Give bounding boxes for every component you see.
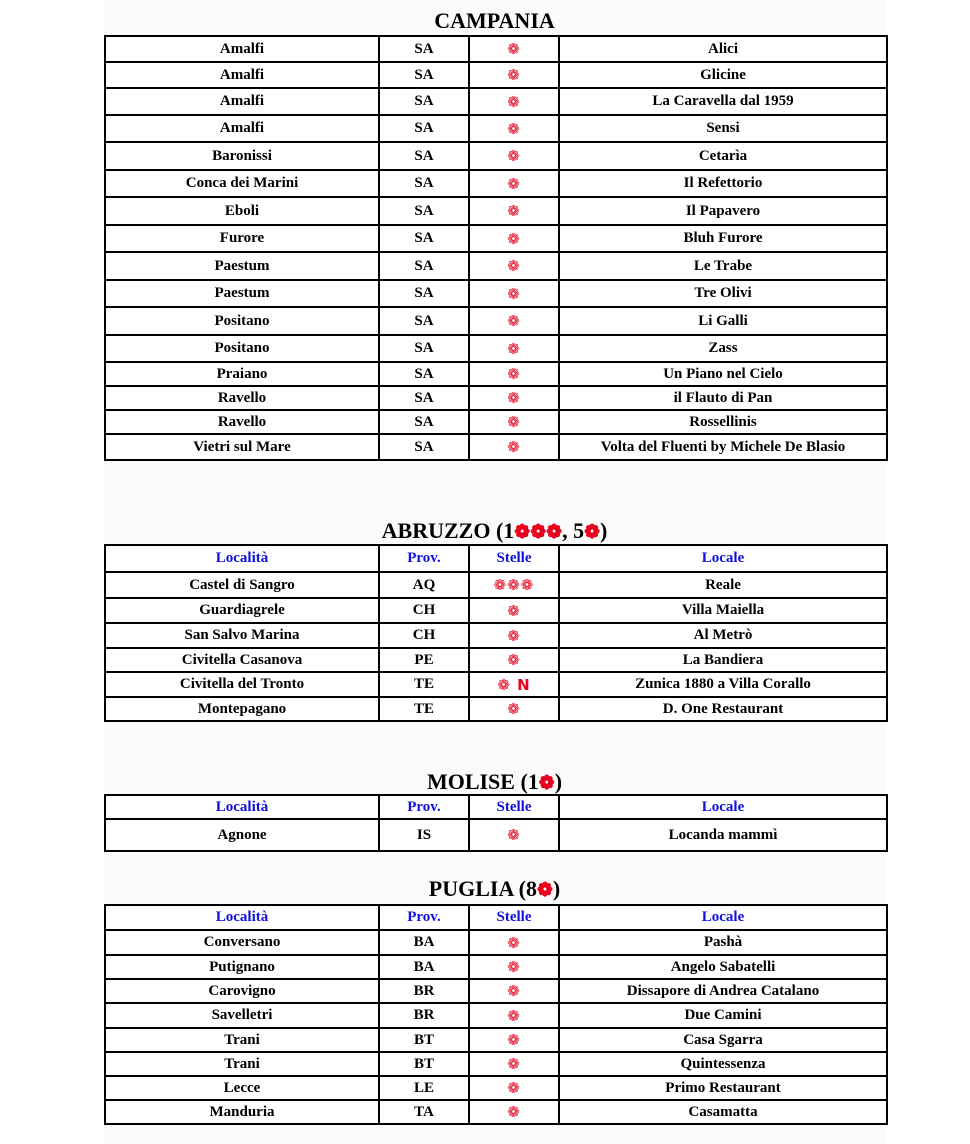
table-row: [105, 930, 887, 955]
cell-prov: TE: [379, 672, 469, 697]
column-header-stelle: Stelle: [469, 795, 559, 819]
cell-locale: Rossellinis: [559, 410, 887, 434]
michelin-star-icon: ❁: [469, 1100, 559, 1124]
michelin-star-icon: ❁: [469, 930, 559, 955]
table-puglia: [104, 904, 888, 1125]
cell-prov: SA: [379, 252, 469, 280]
three-star-icon: ❁❁❁: [514, 522, 563, 543]
cell-locale: Zass: [559, 335, 887, 362]
table-row: [105, 819, 887, 851]
cell-localita: Furore: [105, 225, 379, 252]
michelin-star-icon: ❁: [469, 434, 559, 460]
column-header-locale: Locale: [559, 905, 887, 930]
cell-prov: BR: [379, 979, 469, 1003]
cell-prov: SA: [379, 225, 469, 252]
cell-prov: SA: [379, 335, 469, 362]
cell-localita: Positano: [105, 307, 379, 335]
cell-localita: Trani: [105, 1052, 379, 1076]
puglia-title-prefix: PUGLIA (8: [428, 876, 537, 901]
section-title-abruzzo: [103, 517, 886, 547]
table-row: [105, 672, 887, 697]
column-header-prov: Prov.: [379, 545, 469, 572]
michelin-star-icon: ❁: [469, 410, 559, 434]
cell-prov: IS: [379, 819, 469, 851]
table-row: [105, 697, 887, 721]
cell-prov: SA: [379, 36, 469, 62]
table-row: [105, 170, 887, 197]
cell-locale: Angelo Sabatelli: [559, 955, 887, 979]
cell-localita: Guardiagrele: [105, 598, 379, 623]
cell-locale: Bluh Furore: [559, 225, 887, 252]
campania-title-text: CAMPANIA: [434, 8, 555, 33]
abruzzo-title-mid: , 5: [562, 518, 585, 543]
table-header-row: [105, 795, 887, 819]
cell-localita: Paestum: [105, 280, 379, 307]
cell-localita: Ravello: [105, 410, 379, 434]
section-title-campania: [103, 7, 886, 35]
table-row: [105, 362, 887, 386]
michelin-star-icon: ❁: [469, 1076, 559, 1100]
cell-localita: Carovigno: [105, 979, 379, 1003]
cell-localita: Amalfi: [105, 36, 379, 62]
cell-prov: SA: [379, 386, 469, 410]
table-header-row: [105, 545, 887, 572]
table-row: [105, 1076, 887, 1100]
star-icon: ❁: [536, 880, 553, 901]
table-row: [105, 623, 887, 648]
michelin-star-icon: ❁: [469, 955, 559, 979]
table-header-row: [105, 905, 887, 930]
cell-locale: Quintessenza: [559, 1052, 887, 1076]
cell-locale: Li Galli: [559, 307, 887, 335]
michelin-star-icon: ❁: [469, 598, 559, 623]
cell-localita: Savelletri: [105, 1003, 379, 1028]
cell-prov: SA: [379, 410, 469, 434]
cell-localita: Amalfi: [105, 115, 379, 142]
abruzzo-title-suffix: ): [599, 518, 608, 543]
cell-locale: Un Piano nel Cielo: [559, 362, 887, 386]
table-row: [105, 62, 887, 88]
cell-locale: La Bandiera: [559, 648, 887, 672]
cell-prov: SA: [379, 280, 469, 307]
cell-localita: Praiano: [105, 362, 379, 386]
cell-localita: Castel di Sangro: [105, 572, 379, 598]
table-row: [105, 252, 887, 280]
michelin-star-icon: ❁: [469, 623, 559, 648]
cell-locale: Villa Maiella: [559, 598, 887, 623]
michelin-star-icon: ❁: [469, 386, 559, 410]
table-campania: [104, 35, 888, 461]
table-row: [105, 36, 887, 62]
cell-prov: SA: [379, 62, 469, 88]
cell-locale: Il Papavero: [559, 197, 887, 225]
column-header-localita: Località: [105, 795, 379, 819]
table-row: [105, 197, 887, 225]
michelin-star-icon: ❁: [469, 335, 559, 362]
table-row: [105, 1052, 887, 1076]
cell-prov: AQ: [379, 572, 469, 598]
cell-localita: Ravello: [105, 386, 379, 410]
cell-prov: SA: [379, 88, 469, 115]
cell-prov: SA: [379, 307, 469, 335]
michelin-star-icon: ❁: [469, 697, 559, 721]
cell-localita: Conca dei Marini: [105, 170, 379, 197]
cell-locale: Casa Sgarra: [559, 1028, 887, 1052]
cell-localita: Positano: [105, 335, 379, 362]
cell-prov: LE: [379, 1076, 469, 1100]
table-row: [105, 648, 887, 672]
table-row: [105, 572, 887, 598]
cell-localita: Vietri sul Mare: [105, 434, 379, 460]
cell-localita: Amalfi: [105, 88, 379, 115]
table-row: [105, 142, 887, 170]
table-row: [105, 386, 887, 410]
section-title-puglia: [103, 875, 886, 905]
column-header-stelle: Stelle: [469, 905, 559, 930]
cell-prov: BT: [379, 1052, 469, 1076]
cell-locale: Reale: [559, 572, 887, 598]
cell-locale: Dissapore di Andrea Catalano: [559, 979, 887, 1003]
column-header-localita: Località: [105, 545, 379, 572]
table-row: [105, 307, 887, 335]
table-row: [105, 280, 887, 307]
cell-localita: Baronissi: [105, 142, 379, 170]
cell-localita: Civitella del Tronto: [105, 672, 379, 697]
cell-localita: Montepagano: [105, 697, 379, 721]
table-abruzzo: [104, 544, 888, 722]
table-row: [105, 88, 887, 115]
table-row: [105, 115, 887, 142]
cell-localita: Agnone: [105, 819, 379, 851]
cell-prov: SA: [379, 142, 469, 170]
michelin-star-icon: ❁: [469, 197, 559, 225]
cell-localita: Lecce: [105, 1076, 379, 1100]
michelin-star-icon: ❁: [469, 648, 559, 672]
michelin-star-icon: ❁: [469, 115, 559, 142]
cell-locale: Sensi: [559, 115, 887, 142]
column-header-locale: Locale: [559, 545, 887, 572]
michelin-star-icon: ❁: [469, 1003, 559, 1028]
michelin-star-icon: ❁: [469, 88, 559, 115]
cell-locale: La Caravella dal 1959: [559, 88, 887, 115]
table-row: [105, 1100, 887, 1124]
abruzzo-title-prefix: ABRUZZO (1: [381, 518, 515, 543]
star-icon: ❁: [538, 773, 555, 794]
table-row: [105, 598, 887, 623]
cell-locale: Il Refettorio: [559, 170, 887, 197]
cell-localita: Civitella Casanova: [105, 648, 379, 672]
michelin-star-icon: ❁: [469, 252, 559, 280]
table-row: [105, 225, 887, 252]
cell-locale: Glicine: [559, 62, 887, 88]
cell-prov: CH: [379, 623, 469, 648]
michelin-star-icon: ❁: [469, 1052, 559, 1076]
cell-locale: Tre Olivi: [559, 280, 887, 307]
molise-title-suffix: ): [554, 769, 563, 794]
table-molise: [104, 794, 888, 852]
molise-title-prefix: MOLISE (1: [426, 769, 539, 794]
cell-locale: Le Trabe: [559, 252, 887, 280]
cell-locale: Locanda mammì: [559, 819, 887, 851]
cell-prov: SA: [379, 170, 469, 197]
cell-locale: il Flauto di Pan: [559, 386, 887, 410]
cell-prov: SA: [379, 434, 469, 460]
cell-localita: San Salvo Marina: [105, 623, 379, 648]
cell-prov: BR: [379, 1003, 469, 1028]
michelin-star-icon: ❁: [469, 280, 559, 307]
cell-locale: Primo Restaurant: [559, 1076, 887, 1100]
cell-prov: TA: [379, 1100, 469, 1124]
michelin-star-icon: ❁ N: [469, 672, 559, 697]
michelin-star-icon: ❁: [469, 170, 559, 197]
table-row: [105, 410, 887, 434]
cell-locale: D. One Restaurant: [559, 697, 887, 721]
cell-locale: Alici: [559, 36, 887, 62]
michelin-star-icon: ❁: [469, 362, 559, 386]
table-row: [105, 955, 887, 979]
michelin-star-icon: ❁: [469, 979, 559, 1003]
michelin-star-icon: ❁: [469, 36, 559, 62]
cell-localita: Eboli: [105, 197, 379, 225]
cell-prov: SA: [379, 115, 469, 142]
cell-localita: Manduria: [105, 1100, 379, 1124]
cell-locale: Casamatta: [559, 1100, 887, 1124]
puglia-title-suffix: ): [552, 876, 561, 901]
michelin-star-icon: ❁: [469, 62, 559, 88]
cell-prov: BA: [379, 955, 469, 979]
cell-prov: TE: [379, 697, 469, 721]
table-row: [105, 1028, 887, 1052]
cell-localita: Amalfi: [105, 62, 379, 88]
cell-localita: Putignano: [105, 955, 379, 979]
michelin-star-icon: ❁: [469, 307, 559, 335]
column-header-localita: Località: [105, 905, 379, 930]
star-icon: ❁: [584, 522, 600, 543]
cell-prov: SA: [379, 197, 469, 225]
column-header-stelle: Stelle: [469, 545, 559, 572]
michelin-star-icon: ❁: [469, 142, 559, 170]
cell-prov: BA: [379, 930, 469, 955]
cell-localita: Conversano: [105, 930, 379, 955]
cell-locale: Al Metrò: [559, 623, 887, 648]
michelin-star-icon: ❁❁❁: [469, 572, 559, 598]
cell-localita: Trani: [105, 1028, 379, 1052]
cell-locale: Pashà: [559, 930, 887, 955]
table-row: [105, 335, 887, 362]
cell-localita: Paestum: [105, 252, 379, 280]
table-row: [105, 1003, 887, 1028]
column-header-prov: Prov.: [379, 905, 469, 930]
column-header-prov: Prov.: [379, 795, 469, 819]
cell-locale: Due Camini: [559, 1003, 887, 1028]
cell-prov: PE: [379, 648, 469, 672]
michelin-star-icon: ❁: [469, 819, 559, 851]
column-header-locale: Locale: [559, 795, 887, 819]
cell-locale: Zunica 1880 a Villa Corallo: [559, 672, 887, 697]
table-row: [105, 979, 887, 1003]
cell-prov: SA: [379, 362, 469, 386]
michelin-star-icon: ❁: [469, 1028, 559, 1052]
table-row: [105, 434, 887, 460]
michelin-star-icon: ❁: [469, 225, 559, 252]
cell-prov: CH: [379, 598, 469, 623]
cell-locale: Volta del Fluenti by Michele De Blasio: [559, 434, 887, 460]
cell-locale: Cetarìa: [559, 142, 887, 170]
cell-prov: BT: [379, 1028, 469, 1052]
